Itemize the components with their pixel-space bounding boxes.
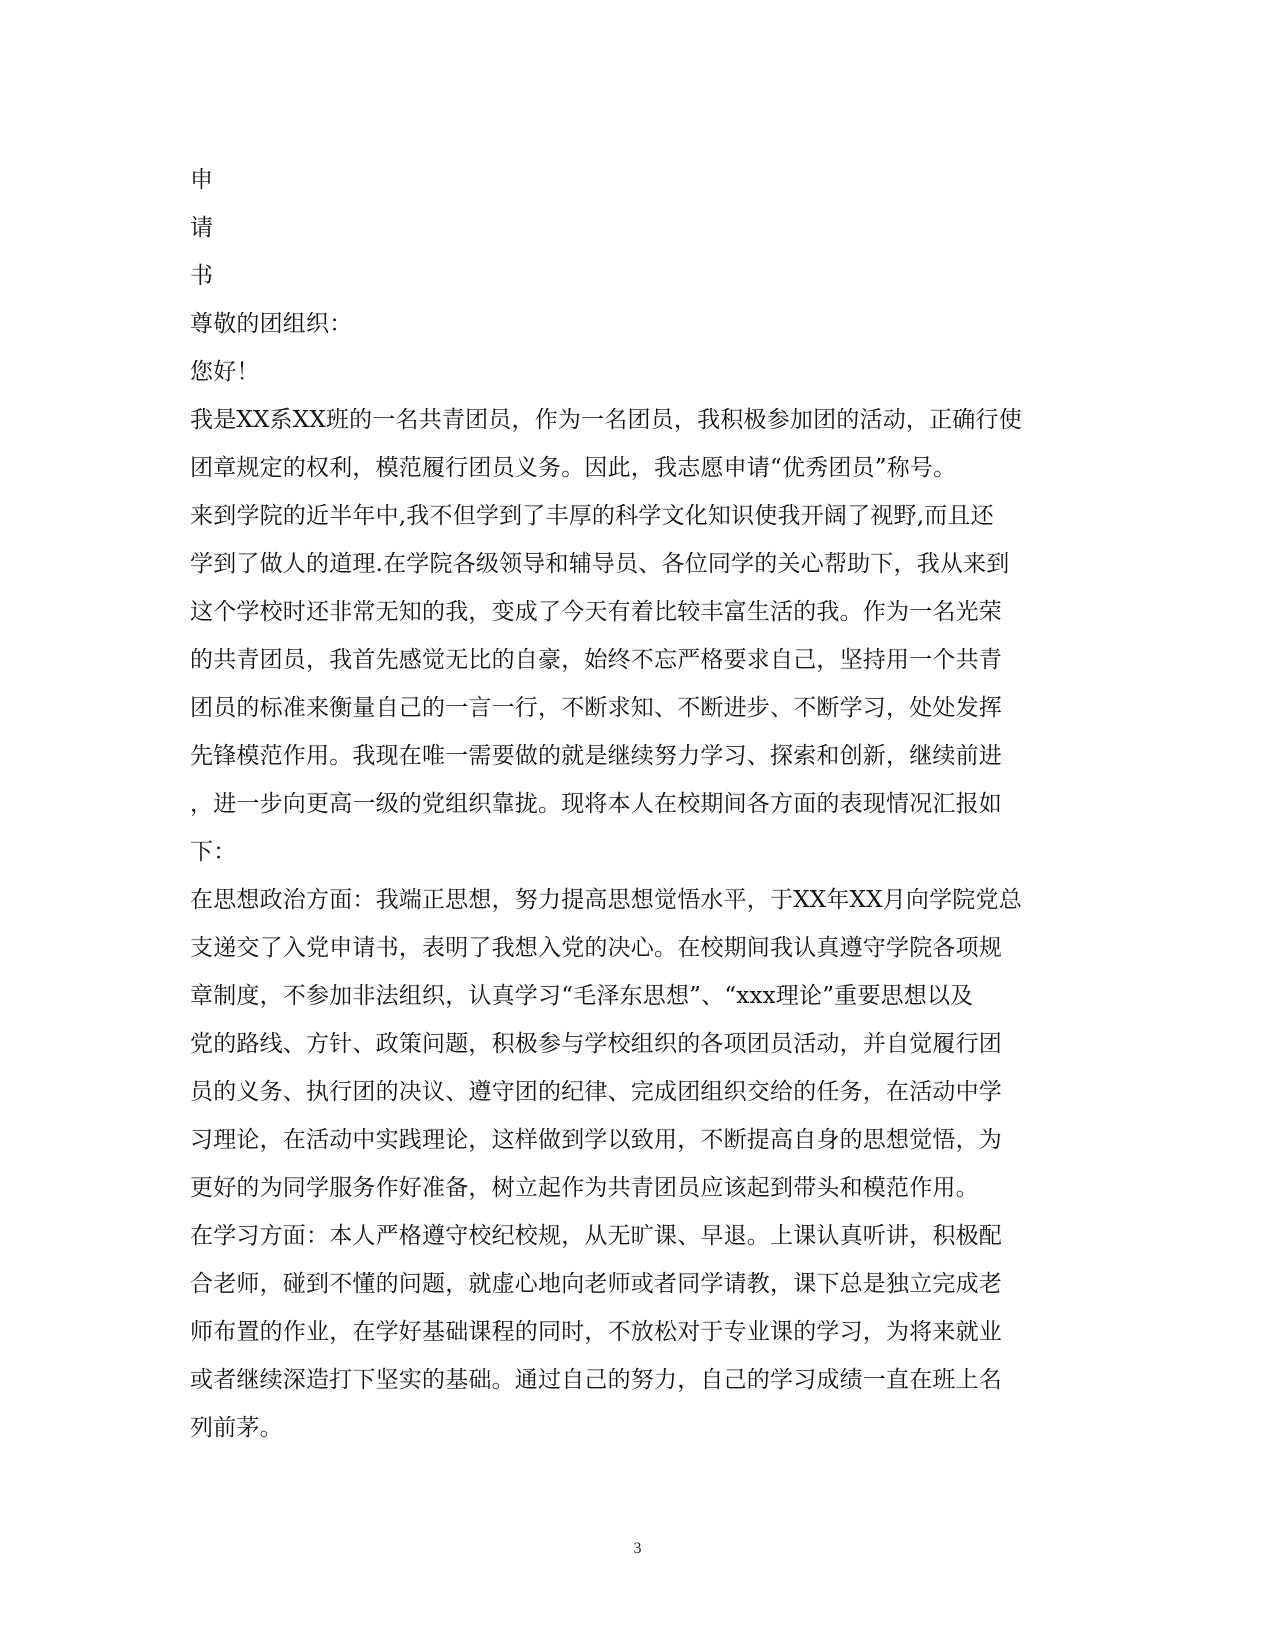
salutation: 尊敬的团组织： [190,311,353,337]
title-char-1: 申 [190,167,214,193]
body-line: 的共青团员，我首先感觉无比的自豪，始终不忘严格要求自己，坚持用一个共青 [190,647,1002,673]
body-line: 团章规定的权利，模范履行团员义务。因此，我志愿申请“优秀团员”称号。 [190,455,957,481]
body-line: 我是XX系XX班的一名共青团员，作为一名团员，我积极参加团的活动，正确行使 [190,407,1022,433]
document-body [190,156,1070,1452]
body-line: ，进一步向更高一级的党组织靠拢。现将本人在校期间各方面的表现情况汇报如 [190,791,1002,817]
body-line: 更好的为同学服务作好准备，树立起作为共青团员应该起到带头和模范作用。 [190,1175,979,1201]
title-char-3: 书 [190,263,214,289]
body-line: 员的义务、执行团的决议、遵守团的纪律、完成团组织交给的任务，在活动中学 [190,1079,1002,1105]
body-line: 在思想政治方面：我端正思想，努力提高思想觉悟水平，于XX年XX月向学院党总 [190,887,1022,913]
greeting: 您好！ [190,359,260,385]
body-line: 合老师，碰到不懂的问题，就虚心地向老师或者同学请教，课下总是独立完成老 [190,1271,1002,1297]
body-line: 师布置的作业，在学好基础课程的同时，不放松对于专业课的学习，为将来就业 [190,1319,1002,1345]
title-char-2: 请 [190,215,214,241]
body-line: 或者继续深造打下坚实的基础。通过自己的努力，自己的学习成绩一直在班上名 [190,1367,1002,1393]
body-line: 团员的标准来衡量自己的一言一行，不断求知、不断进步、不断学习，处处发挥 [190,695,1002,721]
body-line: 在学习方面：本人严格遵守校纪校规，从无旷课、早退。上课认真听讲，积极配 [190,1223,1002,1249]
body-line: 这个学校时还非常无知的我，变成了今天有着比较丰富生活的我。作为一名光荣 [190,599,1002,625]
body-line: 先锋模范作用。我现在唯一需要做的就是继续努力学习、探索和创新，继续前进 [190,743,1002,769]
body-line: 习理论，在活动中实践理论，这样做到学以致用，不断提高自身的思想觉悟，为 [190,1127,1002,1153]
body-line: 支递交了入党申请书，表明了我想入党的决心。在校期间我认真遵守学院各项规 [190,935,1002,961]
body-line: 学到了做人的道理.在学院各级领导和辅导员、各位同学的关心帮助下，我从来到 [190,551,1010,577]
body-line: 章制度，不参加非法组织，认真学习“毛泽东思想”、“xxx理论”重要思想以及 [190,983,974,1009]
body-line: 列前茅。 [190,1415,283,1441]
body-line: 来到学院的近半年中,我不但学到了丰厚的科学文化知识使我开阔了视野,而且还 [190,503,994,529]
body-line: 党的路线、方针、政策问题，积极参与学校组织的各项团员活动，并自觉履行团 [190,1031,1002,1057]
page-number: 3 [633,1540,642,1557]
body-line: 下： [190,839,237,865]
